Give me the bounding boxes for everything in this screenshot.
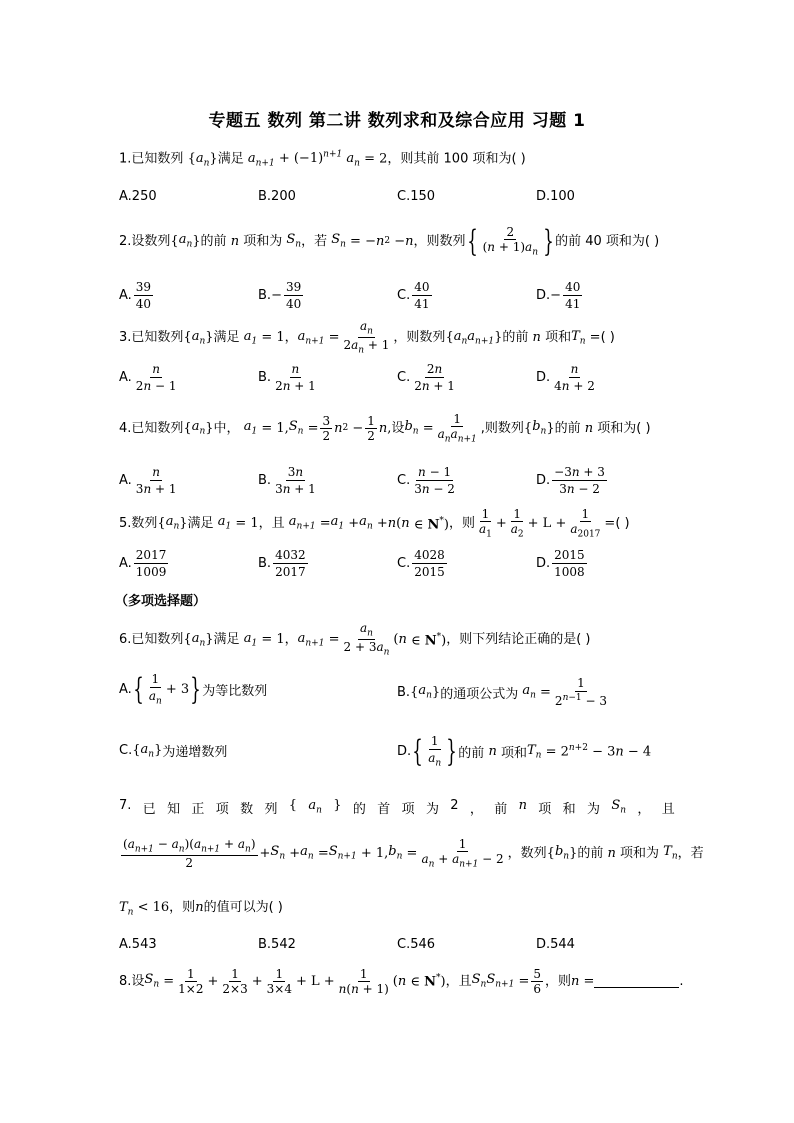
- q1-option-a[interactable]: A.250: [119, 189, 157, 204]
- q5-option-d[interactable]: D. $\frac{2015}{1008}$: [536, 548, 585, 579]
- q1-option-c[interactable]: C.150: [397, 189, 436, 204]
- page-title: 专题五 数列 第二讲 数列求和及综合应用 习题 1: [208, 111, 586, 131]
- q4-option-a[interactable]: A. $\frac{n}{3n + 1}$: [119, 465, 177, 496]
- q1-option-b[interactable]: B.200: [258, 189, 296, 204]
- q6-option-a[interactable]: A. { $\frac{1}{a_n}$ + 3 } 为等比数列: [119, 672, 268, 707]
- question-8-stem: 8. 设 $S_n$ = $\frac{1}{1\times 2}$ + $\frac{1}{2\times 3}$ + $\frac{1}{3\times 4}$ + L + $\frac{1}{n(n + 1)}$ ( n ∈ N*) ，且 $S_nS_{n+1}$ = $\frac{5}{6}$ ，则 n = .: [119, 967, 684, 996]
- q2-option-b[interactable]: B. − $\frac{39}{40}$: [258, 280, 302, 311]
- q5-option-c[interactable]: C. $\frac{4028}{2015}$: [397, 548, 445, 579]
- question-6-stem: 6. 已知数列 { $a_n$ } 满足 $a_1$ = 1， $a_{n+1}$ = $\frac{a_n}{2 + 3a_n}$ ( n ∈ N*) ，则下列结论正确的是( ): [119, 621, 591, 658]
- q2-option-a[interactable]: A. $\frac{39}{40}$: [119, 280, 152, 311]
- question-7-line-2: $\frac{(a_{n+1} - a_n)(a_{n+1} + a_n)}{2}$ + $S_n$ + $a_n$ = $S_{n+1}$ + 1, $b_n$ = $\frac{1}{a_n + a_{n+1} - 2}$ ，数列 { $b_n$ } 的前 n 项和为 $T_n$ ，若: [123, 837, 704, 871]
- question-7-line-1: 7. 已 知 正 项 数 列 { $a_n$ } 的 首 项 为 2 ， 前 n 项 和 为 $S_n$ ， 且: [119, 798, 675, 817]
- question-3-stem: 3. 已知数列 { $a_n$ } 满足 $a_1$ = 1， $a_{n+1}$ = $\frac{a_n}{2a_n + 1}$ ，则数列 { $a_na_{n+1}$ } 的前 n 项和 $T_n$ = ( ): [119, 319, 615, 356]
- q3-option-b[interactable]: B. $\frac{n}{2n + 1}$: [258, 362, 316, 393]
- q7-option-d[interactable]: D.544: [536, 937, 575, 952]
- question-5-stem: 5. 数列 { $a_n$ } 满足 $a_1$ = 1 ，且 $a_{n+1}$ = $a_1$ + $a_n$ + n ( n ∈ N*) ，则 $\frac{1}{a_1}$ + $\frac{1}{a_2}$ + L + $\frac{1}{a_{2017}}$ = ( ): [119, 507, 630, 540]
- q5-option-a[interactable]: A. $\frac{2017}{1009}$: [119, 548, 167, 579]
- q2-option-d[interactable]: D. − $\frac{40}{41}$: [536, 280, 581, 311]
- q1-option-d[interactable]: D.100: [536, 189, 575, 204]
- q6-option-c[interactable]: C. { $a_n$ } 为递增数列: [119, 741, 228, 760]
- section-heading: （多项选择题）: [115, 594, 207, 609]
- q7-option-b[interactable]: B.542: [258, 937, 296, 952]
- question-4-stem: 4. 已知数列 { $a_n$ } 中， $a_1$ = 1, $S_n$ = $\frac{3}{2}$ n 2 − $\frac{1}{2}$ n , 设 $b_n$ = $\frac{1}{a_na_{n+1}}$ ,则数列 { $b_n$ } 的前 n 项和为( ): [119, 412, 651, 445]
- q4-option-c[interactable]: C. $\frac{n - 1}{3n - 2}$: [397, 465, 455, 496]
- q7-option-a[interactable]: A.543: [119, 937, 157, 952]
- q3-option-c[interactable]: C. $\frac{2n}{2n + 1}$: [397, 362, 455, 393]
- q3-option-d[interactable]: D. $\frac{n}{4n + 2}$: [536, 362, 595, 393]
- q4-option-b[interactable]: B. $\frac{3n}{3n + 1}$: [258, 465, 316, 496]
- answer-blank[interactable]: [594, 975, 679, 988]
- q6-option-b[interactable]: B. { $a_n$ } 的通项公式为 $a_n$ = $\frac{1}{2^{n-1} - 3}$: [397, 676, 607, 708]
- q4-option-d[interactable]: D. $\frac{-3n + 3}{3n - 2}$: [536, 465, 605, 496]
- question-2-stem: 2. 设数列 { $a_n$ } 的前 n 项和为 $S_n$ ，若 $S_n$ = − n 2 − n ，则数列 { $\frac{2}{(n + 1)a_n}$ } 的前 40 项和为( ): [119, 223, 660, 259]
- q5-option-b[interactable]: B. $\frac{4032}{2017}$: [258, 548, 306, 579]
- q3-option-a[interactable]: A. $\frac{n}{2n - 1}$: [119, 362, 177, 393]
- q6-option-d[interactable]: D. { $\frac{1}{a_n}$ } 的前 n 项和 $T_n$ = $2^{n+2} - 3n - 4$: [397, 734, 652, 769]
- q2-option-c[interactable]: C. $\frac{40}{41}$: [397, 280, 430, 311]
- question-1-stem: 1.已知数列 $\{a_n\}$满足 $a_{n+1} + (-1)^{n+1}$ $a_n = 2$，则其前 100 项和为( ): [119, 150, 526, 169]
- q7-option-c[interactable]: C.546: [397, 937, 436, 952]
- question-7-line-3: $T_n < 16$，则n的值可以为( ): [119, 900, 283, 918]
